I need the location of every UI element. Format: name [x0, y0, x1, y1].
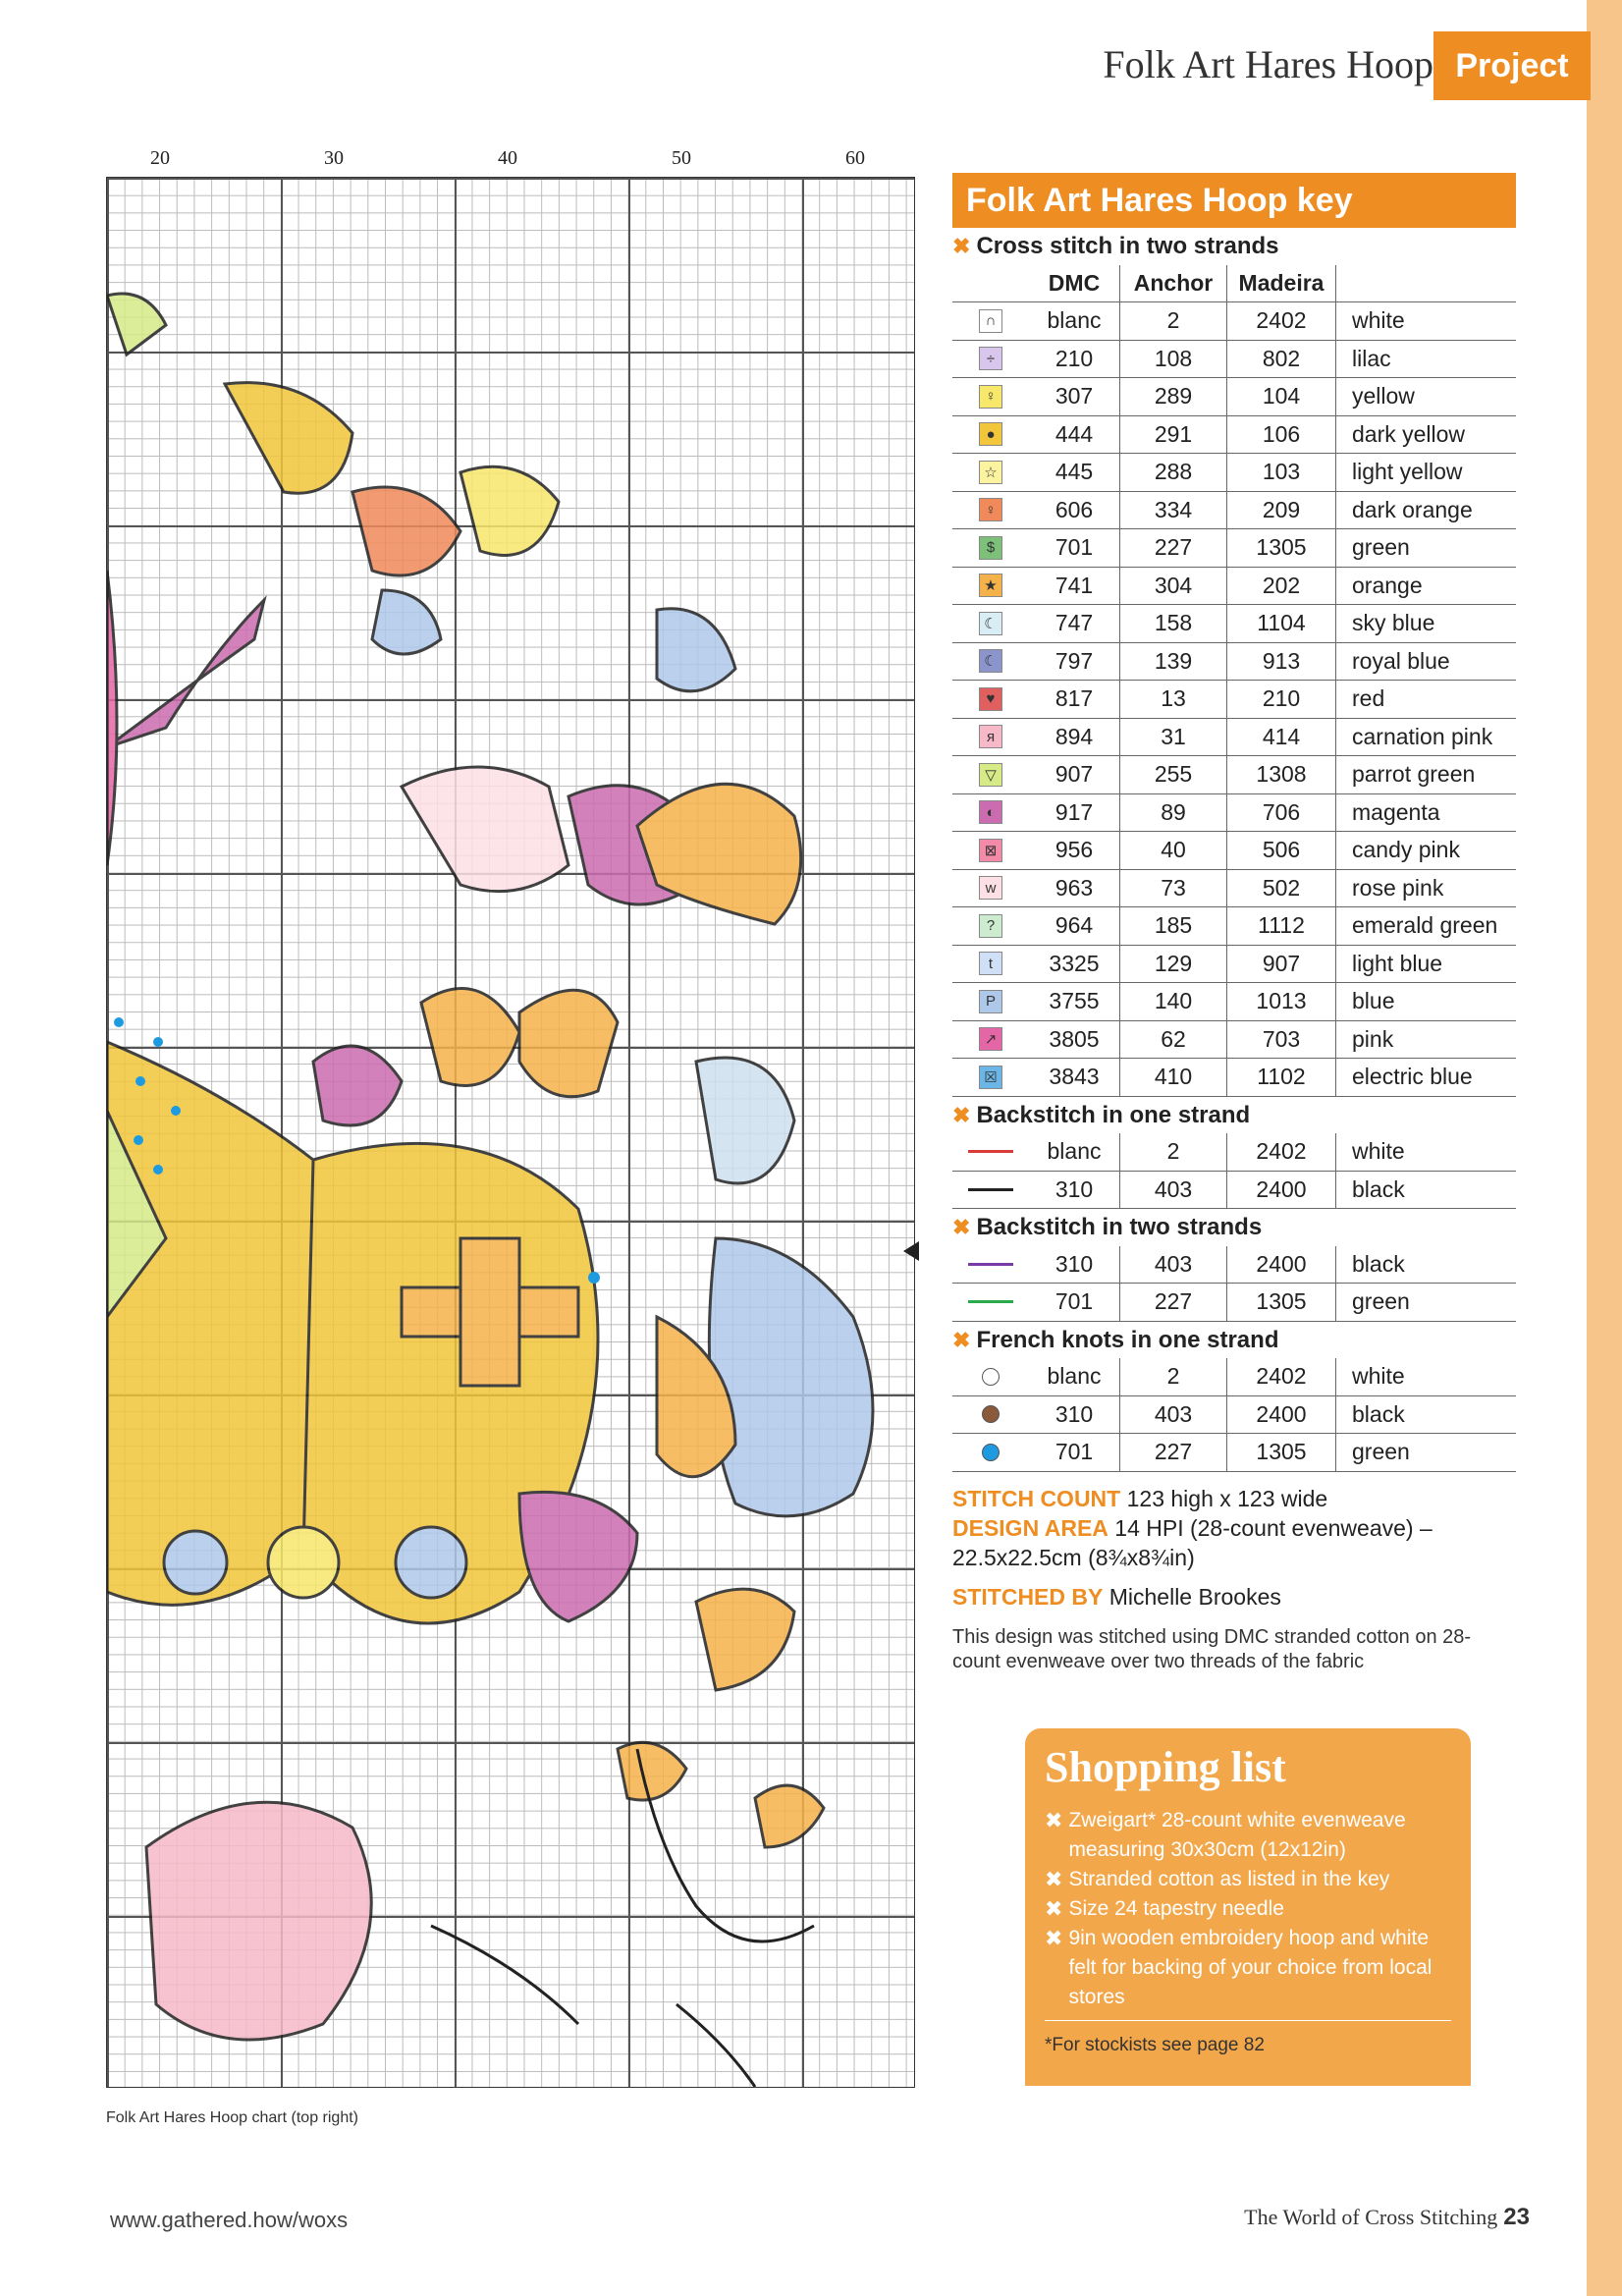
stockists-footnote: *For stockists see page 82 [1045, 2035, 1265, 2055]
key-madeira: 2400 [1227, 1172, 1336, 1209]
thread-swatch-icon: ÷ [979, 347, 1002, 370]
key-name: dark orange [1352, 496, 1473, 522]
thread-swatch-icon: ▽ [979, 763, 1002, 787]
key-row [952, 1396, 1516, 1435]
key-row [952, 492, 1516, 530]
thread-swatch-icon: ∩ [979, 309, 1002, 333]
backstitch-one-rows [952, 1133, 1516, 1209]
key-dmc: 445 [1029, 454, 1120, 491]
key-name: blue [1352, 988, 1395, 1014]
column-label: 20 [150, 147, 170, 169]
key-row [952, 1246, 1516, 1285]
page-number: 23 [1503, 2204, 1530, 2230]
key-row [952, 341, 1516, 379]
key-anchor: 108 [1120, 341, 1227, 378]
thread-swatch-icon: ☒ [979, 1066, 1002, 1089]
key-madeira: 210 [1227, 681, 1336, 718]
thread-swatch-icon: ♀ [979, 498, 1002, 521]
key-dmc: 606 [1029, 492, 1120, 529]
key-anchor: 62 [1120, 1021, 1227, 1059]
key-row [952, 605, 1516, 643]
key-anchor: 403 [1120, 1396, 1227, 1434]
project-tab: Project [1433, 31, 1591, 100]
key-panel [952, 173, 1516, 1674]
key-row [952, 681, 1516, 719]
thread-swatch-icon: w [979, 876, 1002, 900]
key-dmc: 3805 [1029, 1021, 1120, 1059]
key-madeira: 414 [1227, 719, 1336, 756]
key-row [952, 719, 1516, 757]
key-anchor: 227 [1120, 529, 1227, 567]
key-dmc: 701 [1029, 529, 1120, 567]
shopping-item: ✖ Stranded cotton as listed in the key [1045, 1867, 1390, 1891]
thread-swatch-icon: ★ [979, 574, 1002, 597]
key-anchor: 289 [1120, 378, 1227, 415]
key-madeira: 703 [1227, 1021, 1336, 1059]
key-anchor: 158 [1120, 605, 1227, 642]
shopping-item: ✖ 9in wooden embroidery hoop and white felt for backing of your choice from local stores [1045, 1926, 1433, 2008]
key-name: green [1352, 1439, 1410, 1465]
x-icon: ✖ [952, 1327, 971, 1352]
design-area: DESIGN AREA 14 HPI (28-count evenweave) – 22.5x22.5cm (8¾x8¾in) [952, 1514, 1433, 1570]
key-anchor: 410 [1120, 1059, 1227, 1096]
key-row [952, 643, 1516, 682]
key-name: dark yellow [1352, 420, 1466, 447]
key-madeira: 802 [1227, 341, 1336, 378]
key-name: royal blue [1352, 647, 1450, 674]
key-row [952, 1059, 1516, 1097]
backstitch-two-heading: ✖ Backstitch in two strands [952, 1209, 1516, 1246]
column-label: 50 [672, 147, 691, 169]
column-label: 40 [498, 147, 517, 169]
thread-swatch-icon: P [979, 990, 1002, 1013]
key-name: red [1352, 685, 1385, 712]
key-row [952, 1133, 1516, 1172]
key-anchor: 334 [1120, 492, 1227, 529]
key-dmc: 3843 [1029, 1059, 1120, 1096]
shopping-divider [1045, 2020, 1451, 2021]
key-name: pink [1352, 1025, 1394, 1052]
french-knot-icon [982, 1444, 1000, 1461]
thread-swatch-icon: ◐ [979, 800, 1002, 824]
key-name: green [1352, 534, 1410, 561]
thread-swatch-icon: t [979, 952, 1002, 975]
key-name: white [1352, 307, 1405, 334]
key-anchor: 13 [1120, 681, 1227, 718]
key-row [952, 302, 1516, 341]
thread-swatch-icon: ♥ [979, 687, 1002, 711]
key-dmc: blanc [1029, 302, 1120, 340]
key-name: white [1352, 1138, 1405, 1165]
key-name: black [1352, 1175, 1405, 1202]
key-anchor: 291 [1120, 416, 1227, 454]
key-anchor: 255 [1120, 756, 1227, 793]
key-anchor: 40 [1120, 832, 1227, 869]
cross-stitch-rows [952, 302, 1516, 1097]
key-anchor: 288 [1120, 454, 1227, 491]
key-anchor: 31 [1120, 719, 1227, 756]
column-numbers [106, 147, 913, 173]
cross-stitch-heading: ✖ Cross stitch in two strands [952, 228, 1516, 265]
backstitch-two-rows [952, 1246, 1516, 1322]
key-madeira: 2402 [1227, 1133, 1336, 1171]
chart-grid [106, 177, 915, 2088]
chart-caption: Folk Art Hares Hoop chart (top right) [106, 2109, 358, 2126]
key-row [952, 1434, 1516, 1472]
key-anchor: 2 [1120, 302, 1227, 340]
key-madeira: 2400 [1227, 1246, 1336, 1284]
key-anchor: 139 [1120, 643, 1227, 681]
key-name: yellow [1352, 383, 1415, 410]
key-dmc: 701 [1029, 1284, 1120, 1321]
backstitch-line-icon [968, 1263, 1013, 1266]
key-row [952, 832, 1516, 870]
thread-swatch-icon: ☾ [979, 612, 1002, 635]
key-dmc: 817 [1029, 681, 1120, 718]
key-dmc: 907 [1029, 756, 1120, 793]
key-row [952, 1284, 1516, 1322]
key-name: magenta [1352, 798, 1440, 825]
key-madeira: 2400 [1227, 1396, 1336, 1434]
key-madeira: 1104 [1227, 605, 1336, 642]
key-anchor: 227 [1120, 1284, 1227, 1321]
key-dmc: 210 [1029, 341, 1120, 378]
key-madeira: 907 [1227, 946, 1336, 983]
french-knots-rows [952, 1358, 1516, 1472]
key-madeira: 1112 [1227, 907, 1336, 945]
shopping-list-box [1025, 1728, 1471, 2086]
key-madeira: 2402 [1227, 302, 1336, 340]
key-dmc: 894 [1029, 719, 1120, 756]
key-name: black [1352, 1400, 1405, 1427]
x-icon: ✖ [952, 234, 971, 258]
stitch-count: STITCH COUNT 123 high x 123 wide [952, 1485, 1328, 1511]
key-row [952, 983, 1516, 1021]
key-madeira: 1305 [1227, 1434, 1336, 1471]
chart-center-pointer [903, 1241, 919, 1261]
x-icon: ✖ [952, 1215, 971, 1239]
key-name: white [1352, 1363, 1405, 1390]
key-dmc: 310 [1029, 1172, 1120, 1209]
shopping-list-title: Shopping list [1045, 1743, 1286, 1791]
thread-swatch-icon: ☆ [979, 461, 1002, 484]
thread-swatch-icon: ↗ [979, 1027, 1002, 1051]
key-madeira: 2402 [1227, 1358, 1336, 1395]
key-row [952, 870, 1516, 908]
key-name: rose pink [1352, 874, 1444, 901]
key-madeira: 1305 [1227, 529, 1336, 567]
footer-magazine: The World of Cross Stitching 23 [1244, 2204, 1530, 2230]
thread-swatch-icon: ♀ [979, 385, 1002, 409]
key-column-headers: DMC Anchor Madeira [952, 265, 1516, 303]
key-row [952, 416, 1516, 455]
thread-swatch-icon: ? [979, 914, 1002, 938]
stitched-by: STITCHED BY Michelle Brookes [952, 1583, 1281, 1610]
key-dmc: blanc [1029, 1133, 1120, 1171]
key-dmc: 797 [1029, 643, 1120, 681]
key-anchor: 2 [1120, 1358, 1227, 1395]
key-anchor: 185 [1120, 907, 1227, 945]
x-icon: ✖ [952, 1102, 971, 1127]
key-madeira: 1102 [1227, 1059, 1336, 1096]
key-dmc: 956 [1029, 832, 1120, 869]
footer-url[interactable]: www.gathered.how/woxs [110, 2208, 349, 2232]
key-dmc: 3325 [1029, 946, 1120, 983]
key-row [952, 794, 1516, 833]
key-name: lilac [1352, 345, 1391, 371]
key-name: sky blue [1352, 610, 1435, 636]
key-madeira: 1305 [1227, 1284, 1336, 1321]
column-label: 60 [845, 147, 865, 169]
backstitch-line-icon [968, 1188, 1013, 1191]
thread-swatch-icon: ⊠ [979, 839, 1002, 862]
key-anchor: 403 [1120, 1246, 1227, 1284]
key-name: carnation pink [1352, 723, 1493, 749]
key-dmc: 741 [1029, 568, 1120, 605]
key-madeira: 202 [1227, 568, 1336, 605]
key-anchor: 140 [1120, 983, 1227, 1020]
backstitch-line-icon [968, 1300, 1013, 1303]
key-dmc: 310 [1029, 1396, 1120, 1434]
key-dmc: 701 [1029, 1434, 1120, 1471]
stitching-note: This design was stitched using DMC stranded cotton on 28-count evenweave over two threads of the fabric [952, 1625, 1472, 1672]
key-anchor: 2 [1120, 1133, 1227, 1171]
key-name: parrot green [1352, 761, 1476, 788]
key-name: green [1352, 1288, 1410, 1315]
key-row [952, 946, 1516, 984]
key-madeira: 209 [1227, 492, 1336, 529]
key-row [952, 529, 1516, 568]
key-row [952, 568, 1516, 606]
key-dmc: 963 [1029, 870, 1120, 907]
key-name: orange [1352, 572, 1423, 598]
key-name: candy pink [1352, 837, 1460, 863]
column-label: 30 [324, 147, 344, 169]
shopping-list-items [1025, 1806, 1471, 2012]
thread-swatch-icon: $ [979, 536, 1002, 560]
key-anchor: 227 [1120, 1434, 1227, 1471]
key-name: emerald green [1352, 912, 1498, 939]
key-madeira: 1308 [1227, 756, 1336, 793]
key-madeira: 502 [1227, 870, 1336, 907]
key-row [952, 1358, 1516, 1396]
key-dmc: blanc [1029, 1358, 1120, 1395]
key-name: black [1352, 1250, 1405, 1277]
key-dmc: 964 [1029, 907, 1120, 945]
backstitch-one-heading: ✖ Backstitch in one strand [952, 1097, 1516, 1134]
key-title: Folk Art Hares Hoop key [952, 173, 1516, 228]
french-knots-heading: ✖ French knots in one strand [952, 1322, 1516, 1359]
backstitch-line-icon [968, 1150, 1013, 1153]
thread-swatch-icon: я [979, 725, 1002, 748]
key-madeira: 104 [1227, 378, 1336, 415]
key-dmc: 917 [1029, 794, 1120, 832]
shopping-item: ✖ Size 24 tapestry needle [1045, 1896, 1284, 1921]
key-name: electric blue [1352, 1064, 1473, 1090]
key-dmc: 444 [1029, 416, 1120, 454]
page-header-title: Folk Art Hares Hoop [1103, 42, 1433, 86]
key-madeira: 103 [1227, 454, 1336, 491]
key-anchor: 129 [1120, 946, 1227, 983]
key-row [952, 454, 1516, 492]
key-row [952, 907, 1516, 946]
french-knot-icon [982, 1405, 1000, 1423]
design-info [952, 1484, 1516, 1612]
key-dmc: 747 [1029, 605, 1120, 642]
key-name: light blue [1352, 950, 1443, 976]
key-anchor: 403 [1120, 1172, 1227, 1209]
key-name: light yellow [1352, 459, 1463, 485]
key-madeira: 706 [1227, 794, 1336, 832]
key-madeira: 506 [1227, 832, 1336, 869]
thread-swatch-icon: ● [979, 422, 1002, 446]
key-madeira: 1013 [1227, 983, 1336, 1020]
shopping-item: ✖ Zweigart* 28-count white evenweave measuring 30x30cm (12x12in) [1045, 1808, 1406, 1861]
key-dmc: 310 [1029, 1246, 1120, 1284]
key-row [952, 756, 1516, 794]
key-dmc: 307 [1029, 378, 1120, 415]
french-knot-icon [982, 1368, 1000, 1386]
key-row [952, 378, 1516, 416]
key-row [952, 1172, 1516, 1210]
cross-stitch-chart [106, 147, 913, 173]
key-row [952, 1021, 1516, 1060]
key-madeira: 106 [1227, 416, 1336, 454]
key-madeira: 913 [1227, 643, 1336, 681]
thread-swatch-icon: ☾ [979, 649, 1002, 673]
key-anchor: 304 [1120, 568, 1227, 605]
chart-motifs [107, 178, 914, 2087]
page-edge-stripe [1587, 0, 1622, 2296]
key-anchor: 73 [1120, 870, 1227, 907]
key-anchor: 89 [1120, 794, 1227, 832]
key-dmc: 3755 [1029, 983, 1120, 1020]
